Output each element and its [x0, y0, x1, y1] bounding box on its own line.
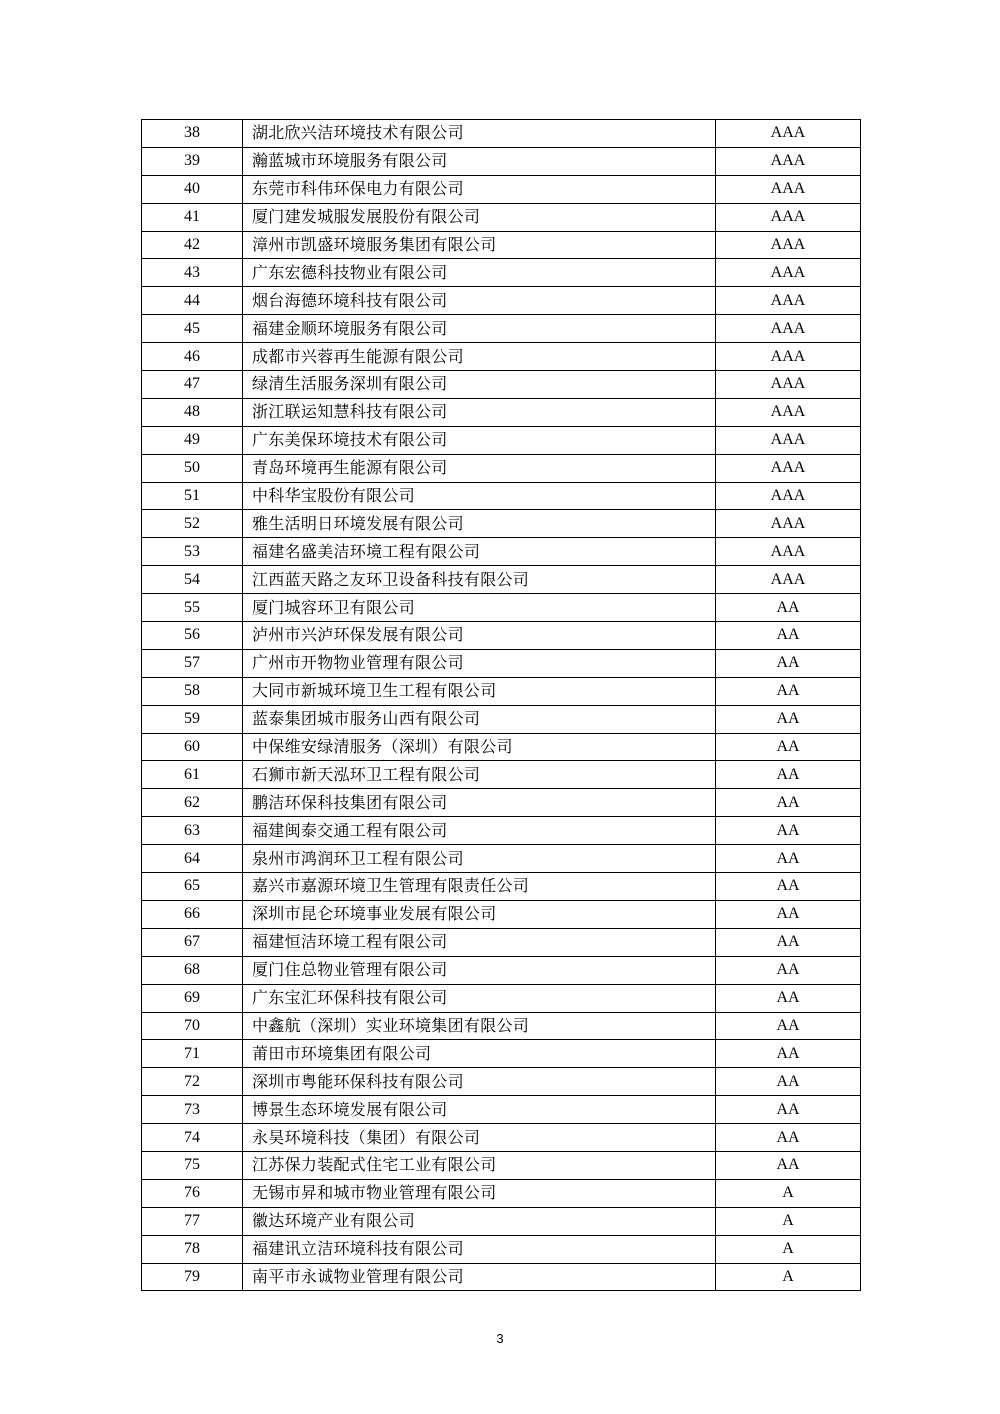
rating-grade-cell: AAA	[716, 120, 861, 148]
rating-grade-cell: A	[716, 1263, 861, 1291]
row-number-cell: 70	[142, 1012, 243, 1040]
row-number-cell: 76	[142, 1179, 243, 1207]
company-name-cell: 湖北欣兴洁环境技术有限公司	[243, 120, 716, 148]
table-row	[142, 622, 861, 650]
table-row	[142, 845, 861, 873]
row-number-cell: 49	[142, 426, 243, 454]
rating-grade-cell: AA	[716, 984, 861, 1012]
company-name-cell: 南平市永诚物业管理有限公司	[243, 1263, 716, 1291]
rating-grade-cell: A	[716, 1179, 861, 1207]
table-row	[142, 1263, 861, 1291]
company-name-cell: 福建闽泰交通工程有限公司	[243, 817, 716, 845]
row-number-cell: 50	[142, 454, 243, 482]
rating-grade-cell: AAA	[716, 231, 861, 259]
company-name-cell: 厦门城容环卫有限公司	[243, 594, 716, 622]
row-number-cell: 68	[142, 956, 243, 984]
company-name-cell: 中保维安绿清服务（深圳）有限公司	[243, 733, 716, 761]
table-row	[142, 956, 861, 984]
rating-grade-cell: AA	[716, 1151, 861, 1179]
table-row	[142, 789, 861, 817]
row-number-cell: 60	[142, 733, 243, 761]
row-number-cell: 78	[142, 1235, 243, 1263]
company-name-cell: 泉州市鸿润环卫工程有限公司	[243, 845, 716, 873]
table-row	[142, 371, 861, 399]
table-row	[142, 343, 861, 371]
rating-grade-cell: AAA	[716, 259, 861, 287]
row-number-cell: 51	[142, 482, 243, 510]
row-number-cell: 48	[142, 398, 243, 426]
company-name-cell: 福建金顺环境服务有限公司	[243, 315, 716, 343]
row-number-cell: 54	[142, 566, 243, 594]
rating-grade-cell: AAA	[716, 510, 861, 538]
table-row	[142, 1068, 861, 1096]
rating-grade-cell: AA	[716, 789, 861, 817]
company-name-cell: 蓝泰集团城市服务山西有限公司	[243, 705, 716, 733]
rating-grade-cell: AAA	[716, 203, 861, 231]
rating-grade-cell: AA	[716, 817, 861, 845]
company-name-cell: 福建恒洁环境工程有限公司	[243, 928, 716, 956]
company-name-cell: 成都市兴蓉再生能源有限公司	[243, 343, 716, 371]
row-number-cell: 61	[142, 761, 243, 789]
table-row	[142, 1012, 861, 1040]
row-number-cell: 69	[142, 984, 243, 1012]
row-number-cell: 71	[142, 1040, 243, 1068]
table-row	[142, 1124, 861, 1152]
row-number-cell: 66	[142, 900, 243, 928]
company-name-cell: 中科华宝股份有限公司	[243, 482, 716, 510]
company-name-cell: 江苏保力装配式住宅工业有限公司	[243, 1151, 716, 1179]
rating-grade-cell: AAA	[716, 287, 861, 315]
row-number-cell: 64	[142, 845, 243, 873]
company-name-cell: 石狮市新天泓环卫工程有限公司	[243, 761, 716, 789]
company-name-cell: 广东宏德科技物业有限公司	[243, 259, 716, 287]
rating-grade-cell: AA	[716, 845, 861, 873]
company-name-cell: 泸州市兴泸环保发展有限公司	[243, 622, 716, 650]
rating-grade-cell: AA	[716, 1124, 861, 1152]
rating-grade-cell: AA	[716, 1068, 861, 1096]
rating-grade-cell: AAA	[716, 398, 861, 426]
company-name-cell: 烟台海德环境科技有限公司	[243, 287, 716, 315]
table-row	[142, 120, 861, 148]
table-row	[142, 817, 861, 845]
table-row	[142, 594, 861, 622]
company-name-cell: 莆田市环境集团有限公司	[243, 1040, 716, 1068]
table-row	[142, 733, 861, 761]
row-number-cell: 47	[142, 371, 243, 399]
table-row	[142, 649, 861, 677]
table-row	[142, 398, 861, 426]
company-name-cell: 徽达环境产业有限公司	[243, 1207, 716, 1235]
table-row	[142, 984, 861, 1012]
row-number-cell: 44	[142, 287, 243, 315]
rating-grade-cell: AAA	[716, 343, 861, 371]
company-name-cell: 瀚蓝城市环境服务有限公司	[243, 147, 716, 175]
company-name-cell: 漳州市凯盛环境服务集团有限公司	[243, 231, 716, 259]
rating-grade-cell: AA	[716, 649, 861, 677]
company-name-cell: 江西蓝天路之友环卫设备科技有限公司	[243, 566, 716, 594]
company-name-cell: 雅生活明日环境发展有限公司	[243, 510, 716, 538]
rating-grade-cell: AA	[716, 900, 861, 928]
company-name-cell: 福建讯立洁环境科技有限公司	[243, 1235, 716, 1263]
row-number-cell: 65	[142, 873, 243, 901]
rating-grade-cell: AAA	[716, 482, 861, 510]
table-row	[142, 454, 861, 482]
row-number-cell: 46	[142, 343, 243, 371]
table-row	[142, 761, 861, 789]
table-row	[142, 1235, 861, 1263]
table-row	[142, 510, 861, 538]
table-row	[142, 900, 861, 928]
company-name-cell: 绿清生活服务深圳有限公司	[243, 371, 716, 399]
row-number-cell: 67	[142, 928, 243, 956]
company-name-cell: 永昊环境科技（集团）有限公司	[243, 1124, 716, 1152]
row-number-cell: 57	[142, 649, 243, 677]
table-row	[142, 203, 861, 231]
table-row	[142, 482, 861, 510]
company-name-cell: 东莞市科伟环保电力有限公司	[243, 175, 716, 203]
company-name-cell: 福建名盛美洁环境工程有限公司	[243, 538, 716, 566]
row-number-cell: 62	[142, 789, 243, 817]
row-number-cell: 75	[142, 1151, 243, 1179]
rating-grade-cell: AAA	[716, 454, 861, 482]
row-number-cell: 73	[142, 1096, 243, 1124]
company-name-cell: 博景生态环境发展有限公司	[243, 1096, 716, 1124]
row-number-cell: 58	[142, 677, 243, 705]
company-name-cell: 广东美保环境技术有限公司	[243, 426, 716, 454]
rating-grade-cell: AAA	[716, 315, 861, 343]
rating-grade-cell: AAA	[716, 426, 861, 454]
table-row	[142, 1207, 861, 1235]
rating-grade-cell: AA	[716, 677, 861, 705]
page-number: 3	[496, 1331, 504, 1346]
company-name-cell: 深圳市粤能环保科技有限公司	[243, 1068, 716, 1096]
row-number-cell: 74	[142, 1124, 243, 1152]
rating-grade-cell: AAA	[716, 175, 861, 203]
table-row	[142, 1179, 861, 1207]
company-name-cell: 浙江联运知慧科技有限公司	[243, 398, 716, 426]
company-rating-table	[141, 119, 861, 1291]
rating-grade-cell: AA	[716, 705, 861, 733]
rating-grade-cell: A	[716, 1235, 861, 1263]
company-name-cell: 深圳市昆仑环境事业发展有限公司	[243, 900, 716, 928]
table-row	[142, 1151, 861, 1179]
rating-grade-cell: AA	[716, 1012, 861, 1040]
company-name-cell: 厦门建发城服发展股份有限公司	[243, 203, 716, 231]
row-number-cell: 56	[142, 622, 243, 650]
table-row	[142, 538, 861, 566]
company-name-cell: 中鑫航（深圳）实业环境集团有限公司	[243, 1012, 716, 1040]
table-row	[142, 1096, 861, 1124]
table-row	[142, 426, 861, 454]
table-row	[142, 705, 861, 733]
row-number-cell: 77	[142, 1207, 243, 1235]
rating-grade-cell: AA	[716, 956, 861, 984]
table-row	[142, 677, 861, 705]
rating-grade-cell: AAA	[716, 147, 861, 175]
rating-grade-cell: AAA	[716, 538, 861, 566]
company-name-cell: 大同市新城环境卫生工程有限公司	[243, 677, 716, 705]
rating-grade-cell: AA	[716, 1096, 861, 1124]
company-name-cell: 嘉兴市嘉源环境卫生管理有限责任公司	[243, 873, 716, 901]
row-number-cell: 59	[142, 705, 243, 733]
company-name-cell: 无锡市昇和城市物业管理有限公司	[243, 1179, 716, 1207]
rating-grade-cell: AA	[716, 1040, 861, 1068]
row-number-cell: 45	[142, 315, 243, 343]
rating-grade-cell: A	[716, 1207, 861, 1235]
table-row	[142, 1040, 861, 1068]
table-row	[142, 928, 861, 956]
table-row	[142, 287, 861, 315]
row-number-cell: 42	[142, 231, 243, 259]
table-row	[142, 566, 861, 594]
rating-grade-cell: AA	[716, 622, 861, 650]
row-number-cell: 55	[142, 594, 243, 622]
row-number-cell: 79	[142, 1263, 243, 1291]
company-name-cell: 鹏洁环保科技集团有限公司	[243, 789, 716, 817]
row-number-cell: 38	[142, 120, 243, 148]
company-name-cell: 广州市开物物业管理有限公司	[243, 649, 716, 677]
table-row	[142, 147, 861, 175]
row-number-cell: 41	[142, 203, 243, 231]
table-row	[142, 873, 861, 901]
row-number-cell: 63	[142, 817, 243, 845]
rating-grade-cell: AA	[716, 733, 861, 761]
company-name-cell: 厦门住总物业管理有限公司	[243, 956, 716, 984]
table-body	[142, 120, 861, 1291]
row-number-cell: 72	[142, 1068, 243, 1096]
rating-grade-cell: AA	[716, 928, 861, 956]
rating-grade-cell: AA	[716, 594, 861, 622]
table-row	[142, 175, 861, 203]
table-row	[142, 259, 861, 287]
company-name-cell: 广东宝汇环保科技有限公司	[243, 984, 716, 1012]
rating-grade-cell: AAA	[716, 566, 861, 594]
row-number-cell: 43	[142, 259, 243, 287]
row-number-cell: 52	[142, 510, 243, 538]
table-row	[142, 315, 861, 343]
rating-grade-cell: AA	[716, 761, 861, 789]
table-row	[142, 231, 861, 259]
rating-grade-cell: AA	[716, 873, 861, 901]
row-number-cell: 40	[142, 175, 243, 203]
row-number-cell: 53	[142, 538, 243, 566]
row-number-cell: 39	[142, 147, 243, 175]
company-name-cell: 青岛环境再生能源有限公司	[243, 454, 716, 482]
rating-grade-cell: AAA	[716, 371, 861, 399]
